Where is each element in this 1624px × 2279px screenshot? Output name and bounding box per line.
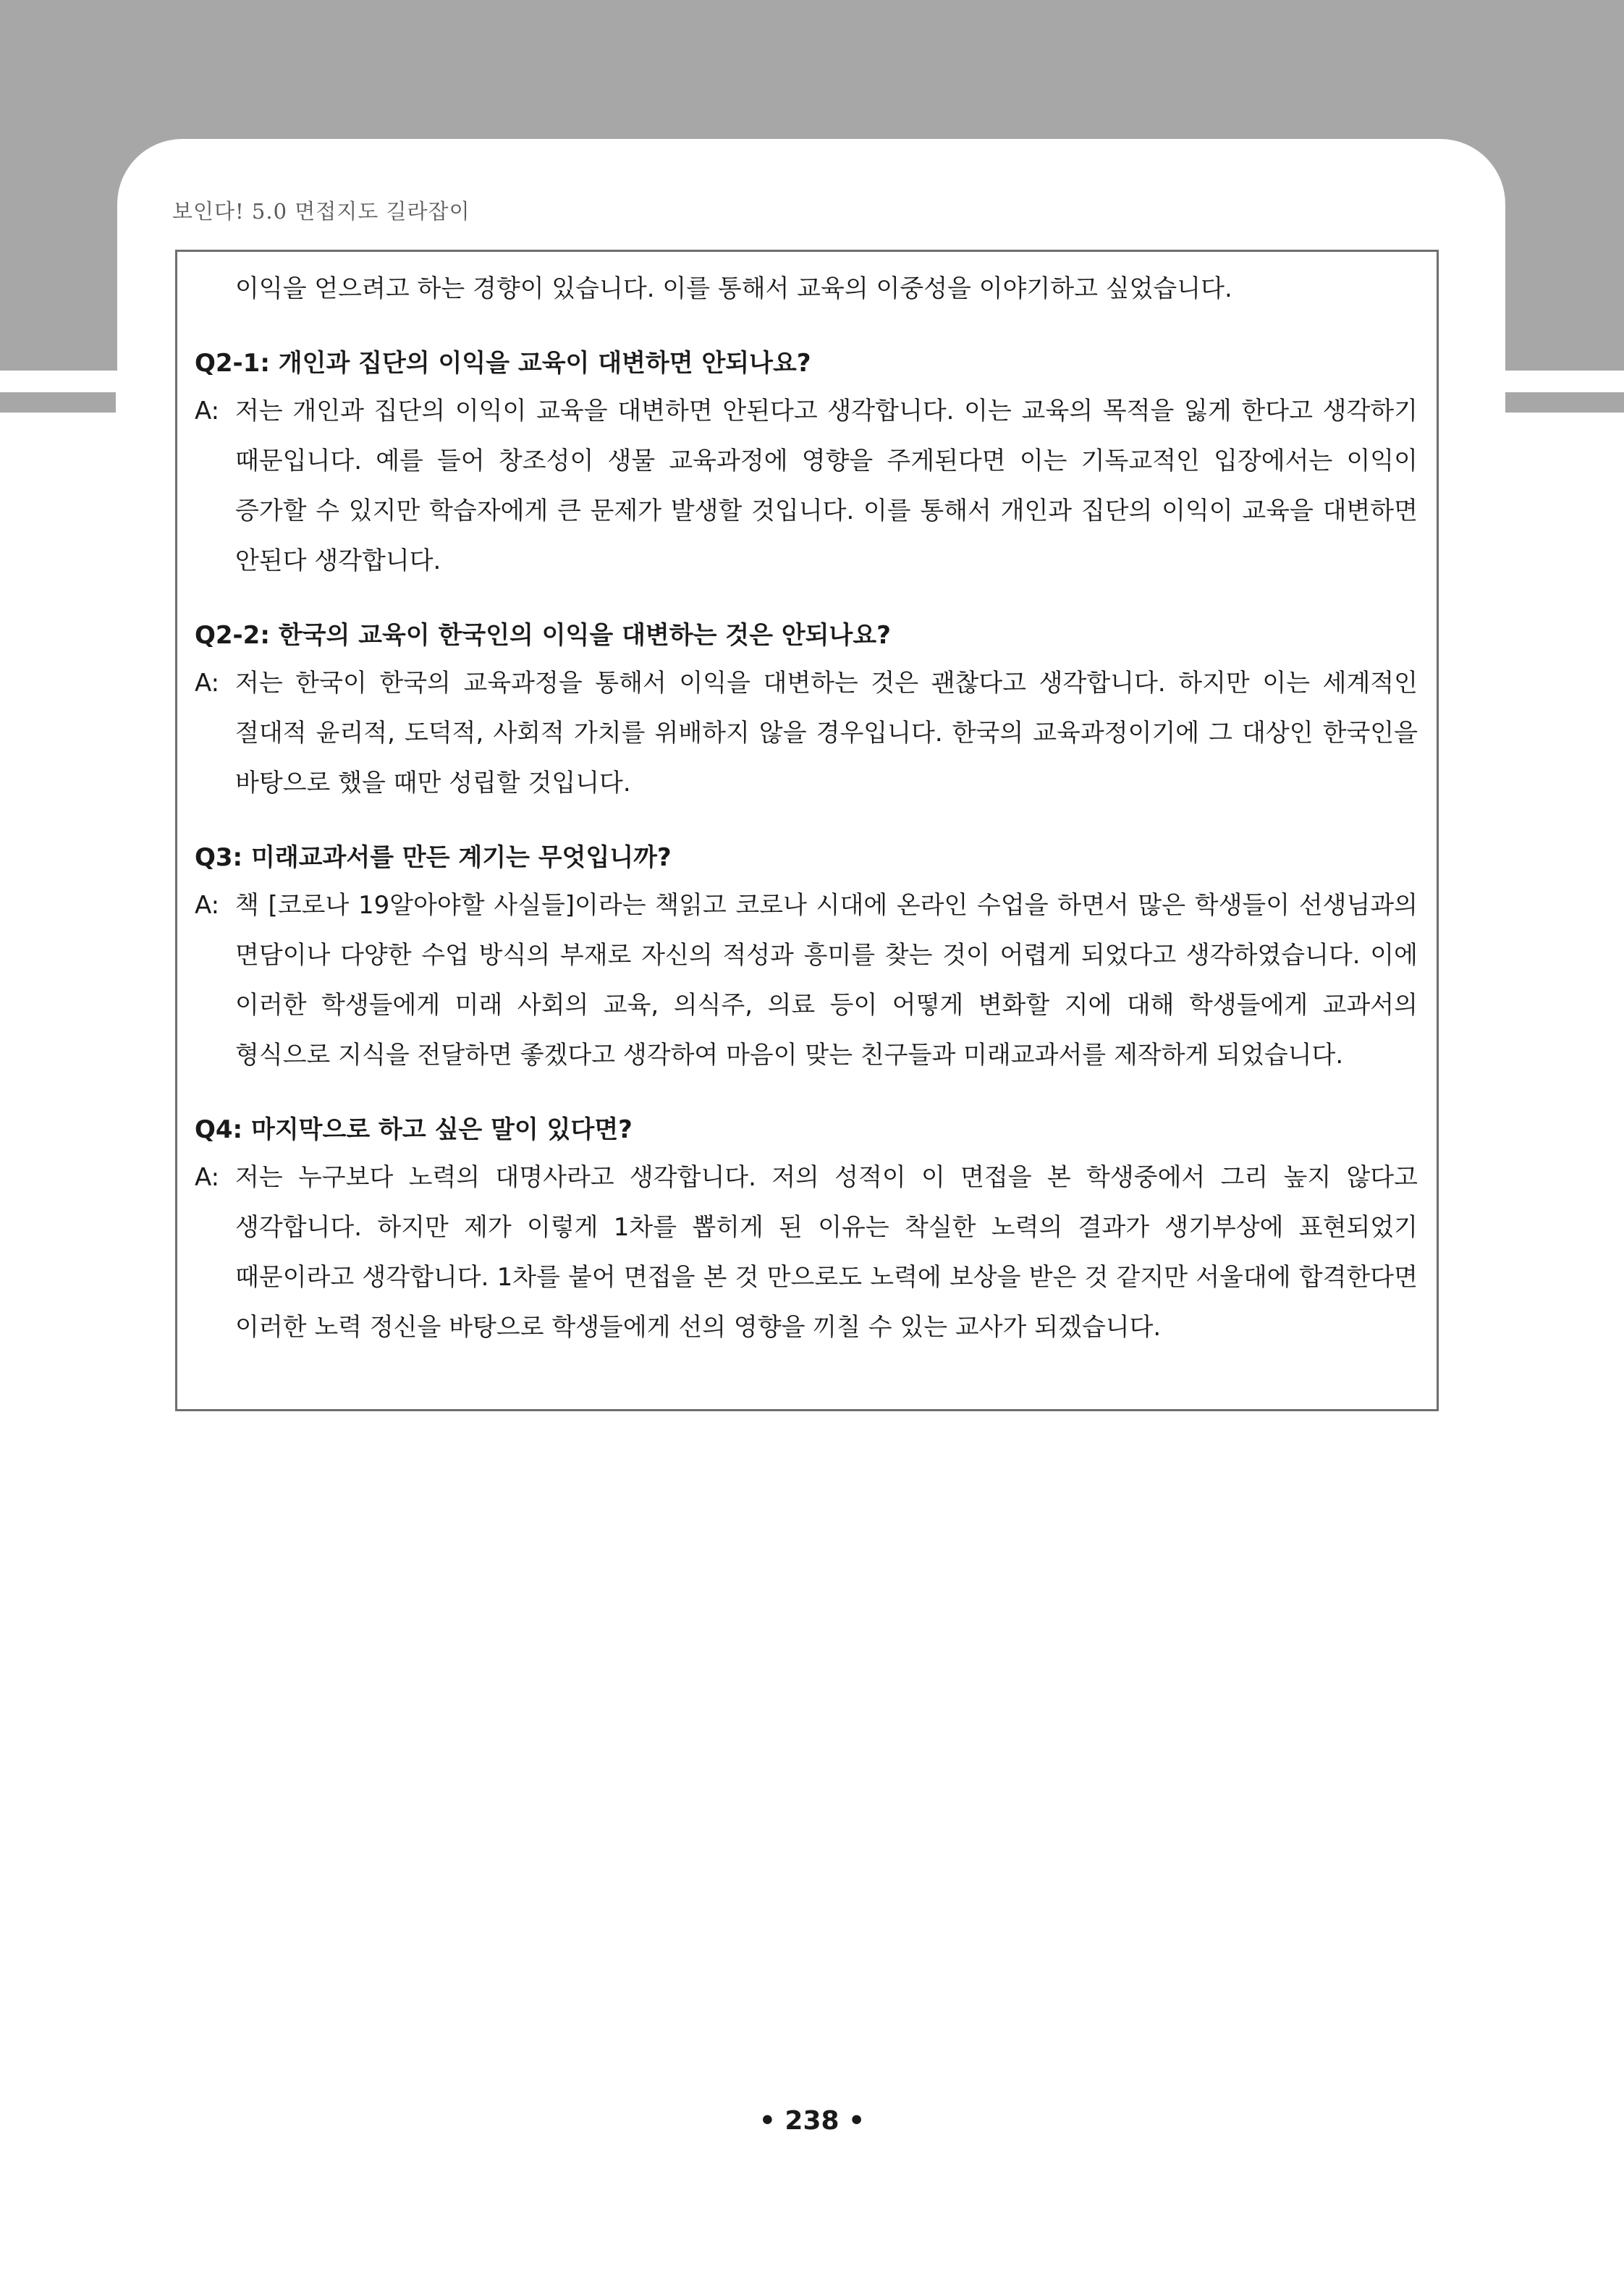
qa-item-q2-1 (195, 340, 1418, 586)
answer-prefix: A: (195, 397, 220, 426)
qa-item-q2-2 (195, 612, 1418, 808)
answer-block (195, 1153, 1418, 1353)
answer-block (195, 386, 1418, 586)
answer-prefix: A: (195, 669, 220, 698)
page-number-bullet-right: • (848, 2106, 866, 2136)
left-margin-stripe (0, 392, 116, 413)
interview-qa-content (195, 263, 1418, 1353)
answer-text: 책 [코로나 19알아야할 사실들]이라는 책읽고 코로나 시대에 온라인 수업을 하면서 많은 학생들이 선생님과의 면담이나 다양한 수업 방식의 부재로 자신의 적성과 흥미를 찾는 것이 어렵게 되었다고 생각하였습니다. 이에 이러한 학생들에게 미래 사회의 교육, 의식주, 의료 등이 어떻게 변화할 지에 대해 학생들에게 교과서의 형식으로 지식을 전달하면 좋겠다고 생각하여 마음이 맞는 친구들과 미래교과서를 제작하게 되었습니다. (235, 891, 1418, 1070)
answer-text: 저는 한국이 한국의 교육과정을 통해서 이익을 대변하는 것은 괜찮다고 생각합니다. 하지만 이는 세계적인 절대적 윤리적, 도덕적, 사회적 가치를 위배하지 않을 경우입니다. 한국의 교육과정이기에 그 대상인 한국인을 바탕으로 했을 때만 성립할 것입니다. (235, 669, 1418, 798)
answer-block (195, 659, 1418, 808)
page-number-bullet-left: • (758, 2106, 776, 2136)
question-heading: Q3: 미래교과서를 만든 계기는 무엇입니까? (195, 843, 672, 872)
right-margin-stripe (1505, 392, 1624, 413)
answer-text: 저는 개인과 집단의 이익이 교육을 대변하면 안된다고 생각합니다. 이는 교육의 목적을 잃게 한다고 생각하기 때문입니다. 예를 들어 창조성이 생물 교육과정에 영향을 주게된다면 이는 기독교적인 입장에서는 이익이 증가할 수 있지만 학습자에게 큰 문제가 발생할 것입니다. 이를 통해서 개인과 집단의 이익이 교육을 대변하면 안된다 생각합니다. (235, 397, 1418, 575)
interview-qa-box (175, 250, 1439, 1411)
page-number (740, 2106, 884, 2136)
question-heading: Q4: 마지막으로 하고 싶은 말이 있다면? (195, 1115, 633, 1144)
continued-answer-text: 이익을 얻으려고 하는 경향이 있습니다. 이를 통해서 교육의 이중성을 이야기하고 싶었습니다. (235, 274, 1232, 303)
running-header-title: 보인다! 5.0 면접지도 길라잡이 (172, 199, 470, 224)
answer-prefix: A: (195, 1163, 220, 1192)
question-heading: Q2-2: 한국의 교육이 한국인의 이익을 대변하는 것은 안되나요? (195, 621, 891, 650)
qa-item-q3 (195, 834, 1418, 1081)
answer-text: 저는 누구보다 노력의 대명사라고 생각합니다. 저의 성적이 이 면접을 본 학생중에서 그리 높지 않다고 생각합니다. 하지만 제가 이렇게 1차를 뽑히게 된 이유는 착실한 노력의 결과가 생기부상에 표현되었기 때문이라고 생각합니다. 1차를 붙어 면접을 본 것 만으로도 노력에 보상을 받은 것 같지만 서울대에 합격한다면 이러한 노력 정신을 바탕으로 학생들에게 선의 영향을 끼칠 수 있는 교사가 되겠습니다. (235, 1163, 1418, 1342)
question-heading: Q2-1: 개인과 집단의 이익을 교육이 대변하면 안되나요? (195, 349, 811, 378)
qa-item-q4 (195, 1107, 1418, 1353)
answer-block (195, 881, 1418, 1081)
answer-prefix: A: (195, 891, 220, 920)
page-number-value: 238 (784, 2106, 840, 2136)
